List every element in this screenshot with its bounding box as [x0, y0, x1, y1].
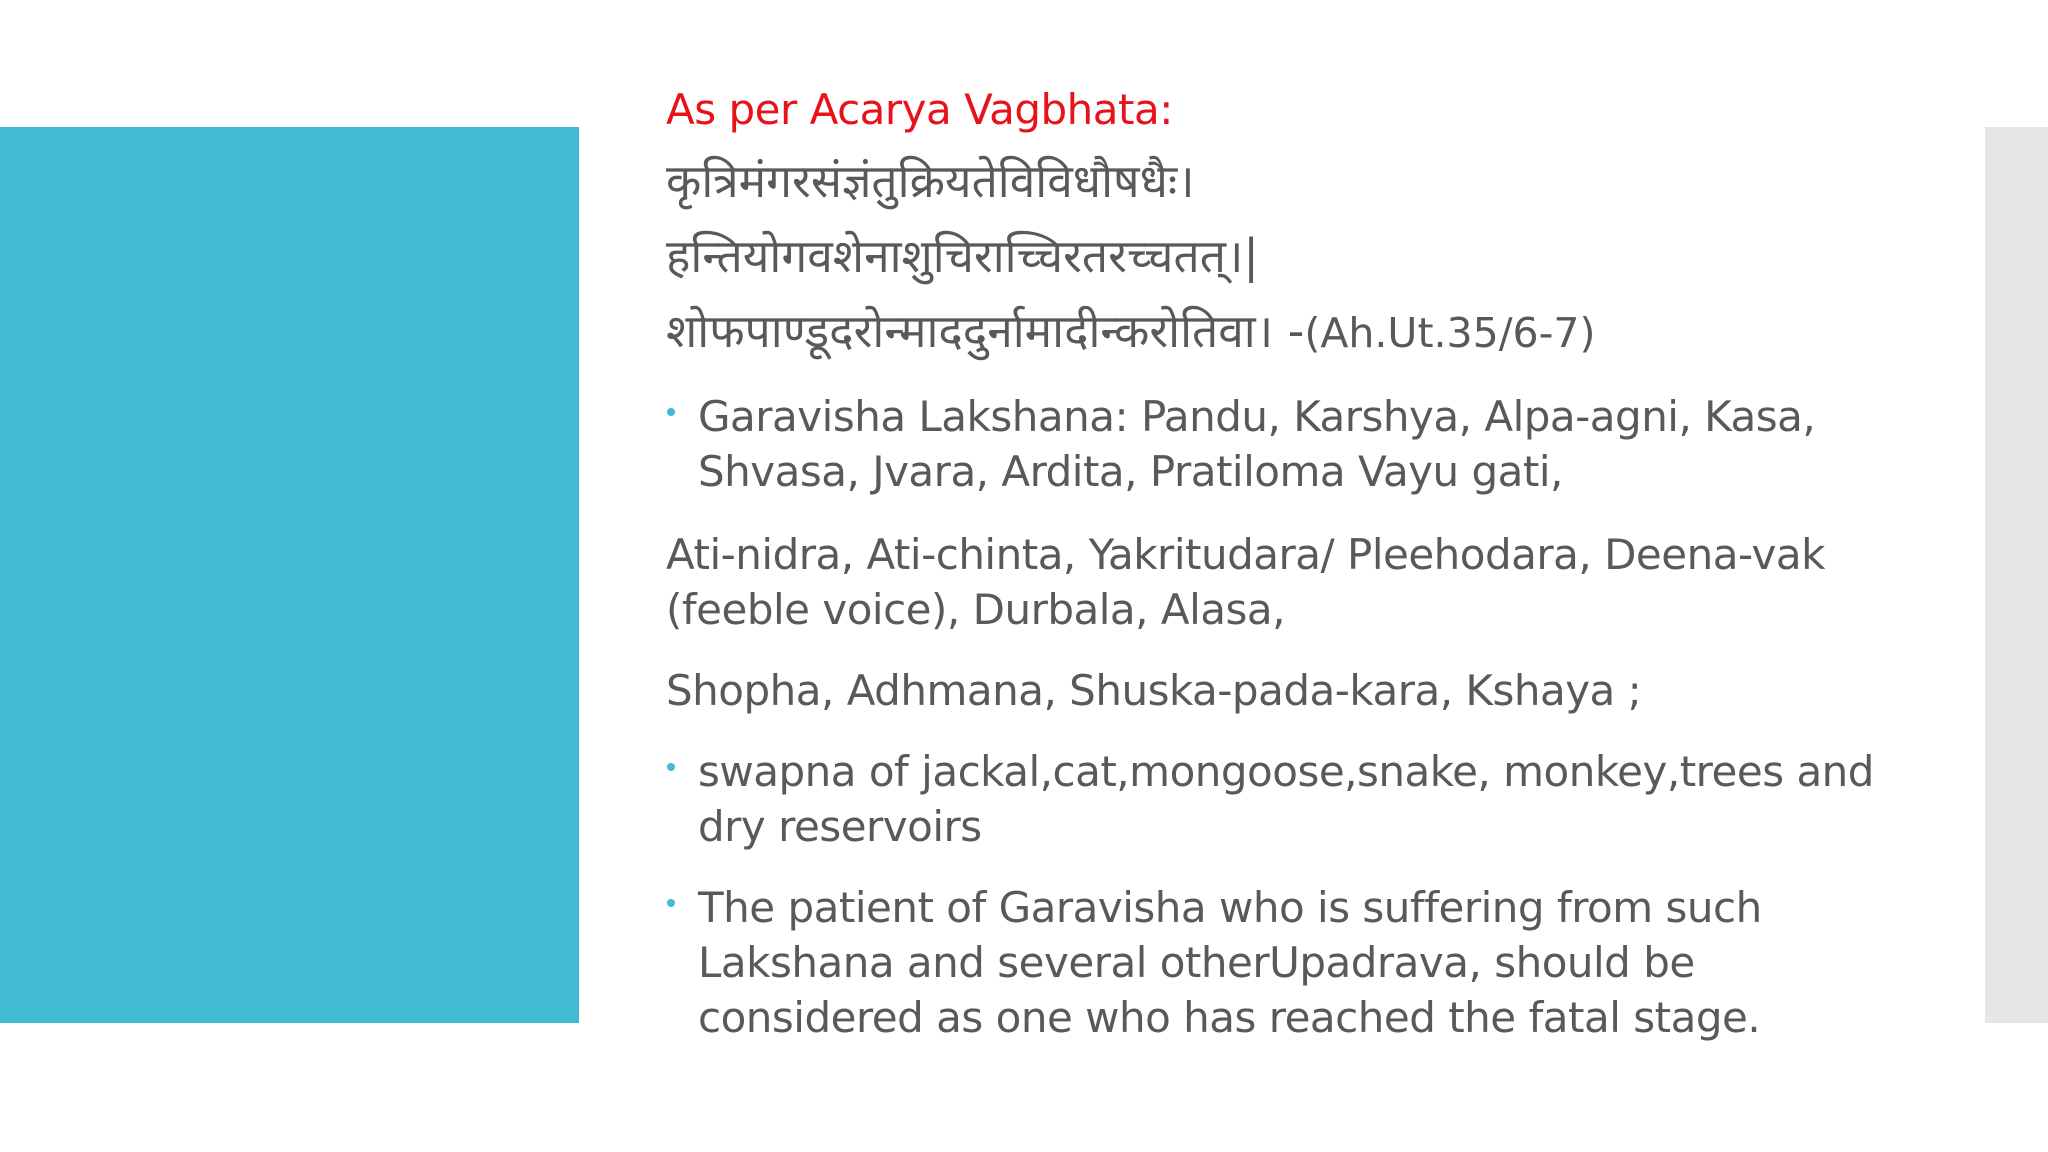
slide-heading: As per Acarya Vagbhata:: [666, 85, 1173, 134]
bullet-fatal-stage: [666, 880, 1886, 1045]
bullet-text: Garavisha Lakshana: Pandu, Karshya, Alpa-agni, Kasa, Shvasa, Jvara, Ardita, Pratiloma Vayu gati,: [698, 392, 1816, 496]
bullet-dot-icon: [667, 763, 675, 771]
slide-content: [666, 82, 1886, 1045]
shloka-line-2: हन्तियोगवशेनाशुचिराच्चिरतरच्चतत्।|: [666, 229, 1259, 283]
shloka-line-3-text: शोफपाण्डूदरोन्माददुर्नामादीन्करोतिवा। -: [666, 304, 1305, 358]
side-gray-strip: [1985, 127, 2048, 1023]
bullet-garavisha-lakshana: [666, 389, 1886, 499]
bullet-text: The patient of Garavisha who is suffering from such Lakshana and several otherUpadrava, should be considered as one who has reached the fatal stage.: [698, 883, 1762, 1042]
shloka-reference: (Ah.Ut.35/6-7): [1304, 309, 1596, 357]
bullet-dot-icon: [667, 408, 675, 416]
bullet-text: swapna of jackal,cat,mongoose,snake, monkey,trees and dry reservoirs: [698, 747, 1874, 851]
paragraph-shopha: Shopha, Adhmana, Shuska-pada-kara, Kshaya ;: [666, 666, 1642, 715]
bullet-swapna: [666, 744, 1886, 854]
paragraph-ati-nidra: Ati-nidra, Ati-chinta, Yakritudara/ Pleehodara, Deena-vak (feeble voice), Durbala, Alasa,: [666, 530, 1825, 634]
bullet-dot-icon: [667, 899, 675, 907]
shloka-line-3: [666, 294, 1886, 371]
accent-color-block: [0, 127, 579, 1023]
shloka-line-1: कृत्रिमंगरसंज्ञंतुक्रियतेविविधौषधैः।: [666, 154, 1195, 208]
